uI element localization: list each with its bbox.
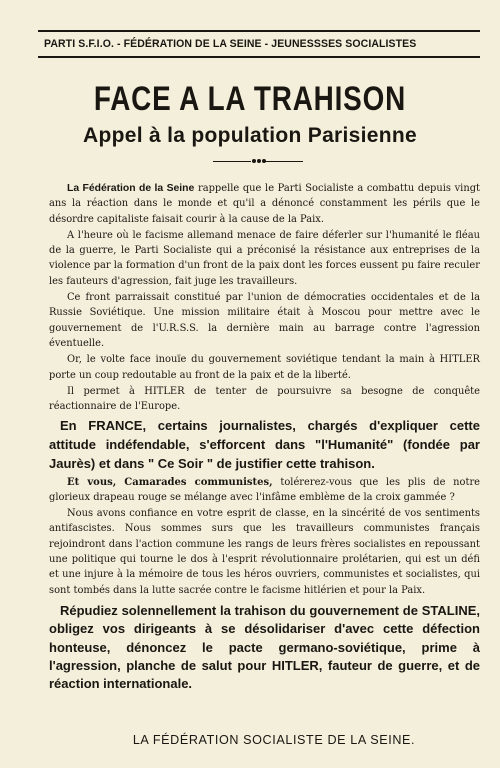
paragraph-hitler: Il permet à HITLER de tenter de poursuivre sa besogne de conquête réactionnaire de l'Europe.: [49, 385, 480, 413]
ornament-dot: [257, 159, 261, 163]
divider-ornament: [213, 159, 303, 165]
header-rule: [38, 56, 480, 58]
paragraph-text: tolérerez-vous que les plis de notre glorieux drapeau rouge se mélange avec l'infâme emblème de la croix gammée ?: [49, 476, 481, 503]
poster-subtitle: Appel à la population Parisienne: [83, 124, 417, 147]
paragraph-comrades: [49, 475, 480, 506]
paragraph-front: Ce front parraissait constitué par l'union de démocraties occidentales et de la Russie Soviétique. Une mission militaire était à Moscou pour mettre avec le gouvernement de l'U.R.S.S. la dernière main au barrage contre l'agression éventuelle.: [49, 292, 480, 349]
top-rule: [38, 30, 480, 32]
poster-title: FACE A LA TRAHISON: [93, 80, 407, 118]
paragraph-confidence: Nous avons confiance en votre esprit de classe, en la sincérité de vos sentiments antifascistes. Nous sommes surs que les travailleurs communistes français rejoindront dans l'action commune les rangs de leurs frères socialistes en repoussant une politique qui tourne le dos à l'esprit révolutionnaire prolétarien, qui est un défi et une injure à la mémoire de tous les héros ouvriers, communistes et socialistes, qui sont tombés dans la lutte sacrée contre le facisme hitlérien et pour la Paix.: [49, 508, 480, 596]
paragraph-federation: [49, 181, 480, 227]
ornament-dot: [252, 159, 256, 163]
paragraph-lead: La Fédération de la Seine: [67, 183, 195, 194]
ornament-line-right: [265, 161, 303, 162]
paragraph-repudiate: Répudiez solennellement la trahison du gouvernement de STALINE, obligez vos dirigeants à se désolidariser d'avec cette défection honteuse, dénoncez le pacte germano-soviétique, prime à l'agression, planche de salut pour HITLER, fauteur de guerre, et de réaction internationale.: [49, 602, 480, 692]
paragraph-journalists: En FRANCE, certains journalistes, chargés d'expliquer cette attitude indéfendable, s'efforcent dans "l'Humanité" (fondée par Jaurès) et dans " Ce Soir " de justifier cette trahison.: [49, 418, 480, 471]
paragraph-volte-face: Or, le volte face inouïe du gouvernement soviétique tendant la main à HITLER porte un coup redoutable au front de la paix et de la liberté.: [49, 354, 480, 381]
paragraph-text: rappelle que le Parti Socialiste a combattu depuis vingt ans la réaction dans le monde et qu'il a dénoncé constamment les périls que le désordre capitaliste faisait courir à la cause de la Paix.: [49, 183, 480, 225]
appeal-body: [49, 181, 480, 693]
ornament-line-left: [213, 161, 251, 162]
paragraph-fascism: A l'heure où le facisme allemand menace de faire déferler sur l'humanité le fléau de la guerre, le Parti Socialiste qui a préconisé la résistance aux entreprises de la violence par la formation d'un front de la paix dont les forces eussent pu faire reculer les fauteurs d'agression, fait juge les travailleurs.: [49, 229, 480, 287]
paragraph-lead: Et vous, Camarades communistes,: [67, 476, 273, 488]
header-organizations: PARTI S.F.I.O. - FÉDÉRATION DE LA SEINE - JEUNESSSES SOCIALISTES: [44, 38, 417, 50]
signature: LA FÉDÉRATION SOCIALISTE DE LA SEINE.: [132, 733, 416, 747]
